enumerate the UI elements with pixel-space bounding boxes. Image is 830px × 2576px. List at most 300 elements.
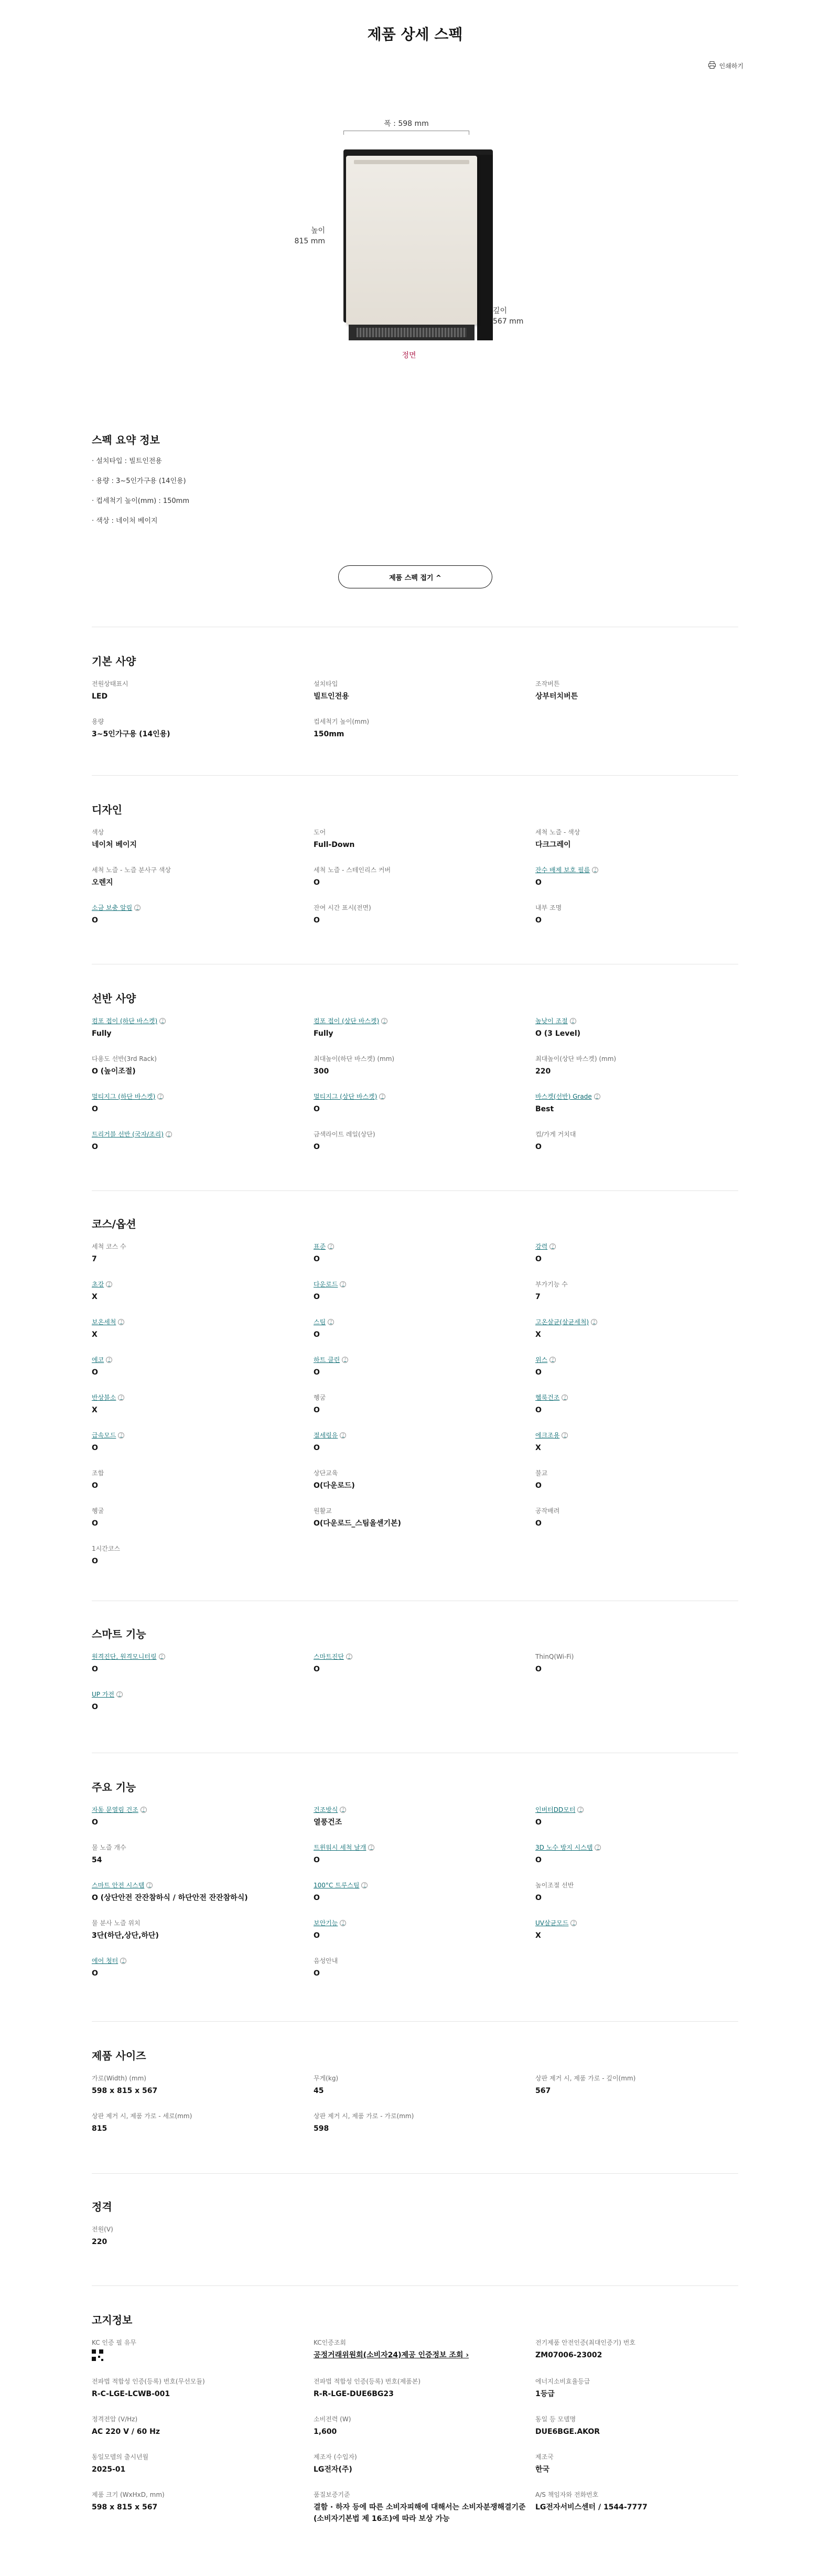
spec-item xyxy=(535,1016,738,1040)
spec-label-text: 세척 노즐 - 스테인리스 커버 xyxy=(314,866,391,874)
summary-item: · 컵세척기 높이(mm) : 150mm xyxy=(92,496,189,516)
spec-item xyxy=(535,1092,738,1116)
spec-value-text: 공정거래위원회(소비자24)제공 인증정보 조회 xyxy=(314,2351,463,2359)
section-title: 디자인 xyxy=(92,803,122,816)
spec-label-text: 설치타입 xyxy=(314,680,338,688)
spec-value xyxy=(535,1518,738,1529)
spec-value-text: 1등급 xyxy=(535,2390,555,2398)
spec-label-text: 원격진단, 원격모니터링 xyxy=(92,1653,157,1660)
summary-item: · 설치타입 : 빌트인전용 xyxy=(92,456,189,476)
summary-list xyxy=(92,456,189,536)
spec-value xyxy=(92,1141,314,1153)
spec-label[interactable] xyxy=(314,1242,535,1251)
spec-value xyxy=(314,915,535,926)
spec-label[interactable] xyxy=(92,903,314,913)
info-icon[interactable]: ? xyxy=(120,1958,126,1964)
spec-item xyxy=(92,865,314,889)
width-dimension: 폭 : 598 mm xyxy=(384,120,429,128)
spec-value xyxy=(314,1817,535,1828)
spec-label xyxy=(314,903,535,913)
spec-value-text: X xyxy=(92,1330,98,1339)
spec-label xyxy=(535,2452,738,2462)
spec-value xyxy=(92,1442,314,1454)
spec-label[interactable] xyxy=(314,1918,535,1928)
spec-label-text: 높낮이 조절 xyxy=(535,1017,568,1025)
spec-label[interactable] xyxy=(92,1016,314,1026)
spec-label-text: ThinQ(Wi-Fi) xyxy=(535,1653,574,1660)
spec-value-text: 한국 xyxy=(535,2465,550,2474)
spec-label[interactable] xyxy=(314,1881,535,1890)
spec-value-text: O xyxy=(92,1105,98,1113)
spec-item xyxy=(535,1242,738,1266)
spec-label[interactable] xyxy=(92,1393,314,1402)
spec-value xyxy=(314,1103,535,1115)
spec-label[interactable] xyxy=(535,865,738,875)
spec-label xyxy=(314,1054,535,1064)
spec-value xyxy=(314,1663,535,1675)
section-title: 고지정보 xyxy=(92,2314,133,2326)
spec-value-text: O xyxy=(92,1368,98,1377)
spec-label-text: 상판 제거 시, 제품 가로 - 가로(mm) xyxy=(314,2112,414,2120)
spec-item xyxy=(535,1843,738,1867)
spec-label[interactable] xyxy=(314,1805,535,1815)
spec-item xyxy=(314,1016,535,1040)
section-divider xyxy=(92,2173,738,2174)
spec-label xyxy=(314,1468,535,1478)
spec-item xyxy=(314,1881,535,1905)
spec-label-text: 에어 청터 xyxy=(92,1957,118,1965)
spec-item xyxy=(92,1317,314,1341)
spec-label-text: 하트 클린 xyxy=(314,1356,340,1364)
spec-label[interactable] xyxy=(92,1805,314,1815)
spec-label xyxy=(314,2111,535,2121)
spec-item xyxy=(535,679,738,703)
spec-label xyxy=(535,1652,738,1661)
info-icon[interactable]: ? xyxy=(340,1920,346,1926)
spec-label-text: 멀티지그 (상단 바스켓) xyxy=(314,1093,378,1100)
spec-value-text: 300 xyxy=(314,1067,329,1076)
info-icon[interactable]: ? xyxy=(116,1691,123,1698)
spec-label xyxy=(535,1280,738,1289)
spec-item xyxy=(314,1355,535,1379)
spec-value xyxy=(314,1854,535,1866)
spec-value xyxy=(92,1701,314,1713)
spec-value-text: 오렌지 xyxy=(92,878,113,887)
spec-value-text: O (상단안전 잔잔참하식 / 하단안전 잔잔참하식) xyxy=(92,1894,248,1902)
spec-label-text: 전파법 적합성 인증(등록) 번호(제품본) xyxy=(314,2378,421,2385)
spec-value xyxy=(92,1329,314,1340)
spec-item xyxy=(535,903,738,927)
spec-item xyxy=(314,2452,535,2476)
info-icon[interactable]: ? xyxy=(594,1093,600,1100)
spec-item xyxy=(535,1918,738,1942)
width-dimension-line xyxy=(343,131,469,135)
spec-value xyxy=(535,877,738,888)
info-icon[interactable]: ? xyxy=(166,1131,172,1137)
info-icon[interactable]: ? xyxy=(118,1319,124,1325)
spec-item xyxy=(314,1506,535,1530)
spec-value xyxy=(92,728,314,740)
spec-value xyxy=(535,1329,738,1340)
spec-item xyxy=(314,2414,535,2439)
info-icon[interactable]: ? xyxy=(340,1432,346,1439)
spec-label-text: 물 노즐 개수 xyxy=(92,1844,126,1851)
spec-value xyxy=(314,839,535,851)
spec-label-text: 인버터DD모터 xyxy=(535,1806,576,1813)
spec-item xyxy=(92,1506,314,1530)
height-dimension xyxy=(283,226,325,246)
spec-label[interactable] xyxy=(92,1690,314,1699)
spec-value xyxy=(535,1480,738,1491)
info-icon[interactable]: ? xyxy=(328,1243,334,1250)
spec-label[interactable] xyxy=(92,1280,314,1289)
section-title: 선반 사양 xyxy=(92,992,136,1005)
info-icon[interactable]: ? xyxy=(328,1319,334,1325)
spec-value-text: 다크그레이 xyxy=(535,841,571,849)
spec-item xyxy=(314,2074,535,2098)
info-icon[interactable]: ? xyxy=(106,1281,112,1287)
spec-value-text: 7 xyxy=(92,1255,97,1263)
spec-label-text: 물 분사 노즐 위치 xyxy=(92,1919,141,1927)
spec-value-text: 7 xyxy=(535,1293,541,1301)
spec-label xyxy=(92,2377,314,2386)
spec-label[interactable] xyxy=(314,1355,535,1365)
spec-value xyxy=(314,2464,535,2475)
spec-label[interactable] xyxy=(535,1317,738,1327)
info-icon[interactable]: ? xyxy=(157,1093,164,1100)
spec-label-text: 다용도 선반(3rd Rack) xyxy=(92,1055,157,1062)
spec-item xyxy=(314,865,535,889)
spec-value-text: DUE6BGE.AKOR xyxy=(535,2428,600,2436)
spec-item xyxy=(92,1431,314,1455)
spec-value xyxy=(314,1442,535,1454)
spec-item xyxy=(535,1280,738,1304)
spec-value-text: O xyxy=(92,1143,98,1151)
spec-value-text: 598 x 815 x 567 xyxy=(92,2087,158,2095)
spec-value xyxy=(92,2085,314,2097)
section-title: 기본 사양 xyxy=(92,655,136,668)
spec-label xyxy=(314,2338,535,2347)
spec-item xyxy=(314,903,535,927)
info-icon[interactable]: ? xyxy=(346,1654,352,1660)
spec-label-text: 스마트 안전 시스템 xyxy=(92,1882,145,1889)
spec-label-text: 100°C 트루스팀 xyxy=(314,1882,360,1889)
spec-value-text: X xyxy=(535,1931,541,1940)
info-icon[interactable]: ? xyxy=(106,1357,112,1363)
spec-value-text: O xyxy=(314,878,320,887)
spec-item xyxy=(535,1393,738,1417)
spec-value xyxy=(314,2502,535,2525)
spec-item xyxy=(535,1506,738,1530)
spec-item xyxy=(314,2111,535,2135)
spec-value xyxy=(92,1404,314,1416)
spec-label xyxy=(535,828,738,837)
spec-value xyxy=(92,1103,314,1115)
spec-item xyxy=(535,1130,738,1154)
info-icon[interactable]: ? xyxy=(134,905,141,911)
spec-grid xyxy=(92,1805,738,1980)
spec-label xyxy=(92,1918,314,1928)
spec-label-text: 색상 xyxy=(92,829,104,836)
kc-mark-icon xyxy=(92,2349,103,2361)
info-icon[interactable]: ? xyxy=(118,1432,124,1439)
spec-label[interactable] xyxy=(535,1805,738,1815)
spec-label[interactable] xyxy=(92,1355,314,1365)
spec-label[interactable] xyxy=(314,1843,535,1852)
spec-label-text: 전파법 적합성 인증(등록) 번호(무선모듈) xyxy=(92,2378,205,2385)
spec-value xyxy=(535,1103,738,1115)
spec-label xyxy=(92,1843,314,1852)
spec-grid xyxy=(92,828,738,927)
spec-label[interactable] xyxy=(314,1016,535,1026)
spec-label-text: 트리거블 선반 (국자/조리) xyxy=(92,1131,164,1138)
spec-item xyxy=(92,1843,314,1867)
spec-value-text: R-C-LGE-LCWB-001 xyxy=(92,2390,170,2398)
spec-label-text: 제조자 (수입자) xyxy=(314,2453,357,2461)
spec-label[interactable] xyxy=(535,1092,738,1101)
spec-value xyxy=(92,1480,314,1491)
spec-label xyxy=(314,865,535,875)
spec-value-text: O xyxy=(535,1818,542,1827)
spec-value xyxy=(535,2426,738,2438)
spec-item xyxy=(92,1016,314,1040)
info-icon[interactable]: ? xyxy=(592,867,598,873)
info-icon[interactable]: ? xyxy=(570,1018,576,1024)
spec-value xyxy=(535,2349,738,2361)
spec-label-text: 상판 제거 시, 제품 가로 - 깊이(mm) xyxy=(535,2075,636,2082)
spec-value-text: O xyxy=(535,1406,542,1414)
spec-item xyxy=(92,717,314,741)
chevron-right-icon: › xyxy=(463,2351,469,2359)
spec-label xyxy=(314,1956,535,1966)
spec-item xyxy=(92,2074,314,2098)
spec-item xyxy=(92,2225,314,2249)
spec-label xyxy=(535,2490,738,2499)
spec-label xyxy=(92,2225,314,2234)
spec-label-text: 내부 조명 xyxy=(535,904,562,911)
dishwasher-side xyxy=(477,155,493,340)
print-button[interactable] xyxy=(708,61,743,71)
spec-label[interactable] xyxy=(314,1431,535,1440)
spec-label[interactable] xyxy=(92,1956,314,1966)
spec-value xyxy=(314,877,535,888)
spec-label-text: 급속모드 xyxy=(92,1432,116,1439)
spec-label xyxy=(92,865,314,875)
spec-label-text: 컴포 접이 (상단 바스켓) xyxy=(314,1017,380,1025)
spec-label-text: 컴포 접이 (하단 바스켓) xyxy=(92,1017,158,1025)
spec-value xyxy=(535,2388,738,2400)
spec-value-text: O xyxy=(314,1856,320,1864)
info-icon[interactable]: ? xyxy=(562,1394,568,1401)
spec-value-text: 598 xyxy=(314,2124,329,2133)
spec-item xyxy=(535,1652,738,1676)
info-icon[interactable]: ? xyxy=(381,1018,387,1024)
spec-label[interactable] xyxy=(92,1317,314,1327)
spec-value-text: AC 220 V / 60 Hz xyxy=(92,2428,160,2436)
spec-label xyxy=(314,2074,535,2083)
spec-value xyxy=(92,1892,314,1904)
spec-value-text: O xyxy=(92,1665,98,1673)
spec-label xyxy=(92,2414,314,2424)
spec-label xyxy=(92,2490,314,2499)
spec-value-text: O xyxy=(314,1406,320,1414)
spec-value-text: O xyxy=(314,916,320,925)
spec-label[interactable] xyxy=(535,1431,738,1440)
section-divider xyxy=(92,1190,738,1191)
spec-grid xyxy=(92,1242,738,1568)
info-icon[interactable]: ? xyxy=(342,1357,348,1363)
spec-value-text: O xyxy=(92,1482,98,1490)
spec-label-text: 세척 노즐 - 노즐 분사구 색상 xyxy=(92,866,171,874)
spec-label xyxy=(314,2377,535,2386)
spec-label xyxy=(92,2111,314,2121)
info-icon[interactable]: ? xyxy=(379,1093,385,1100)
spec-value xyxy=(535,691,738,702)
spec-label-text: 소비전력 (W) xyxy=(314,2416,351,2423)
spec-label-text: 최대높이(상단 바스켓) (mm) xyxy=(535,1055,617,1062)
product-image xyxy=(288,118,551,370)
spec-value xyxy=(92,2388,314,2400)
info-icon[interactable]: ? xyxy=(340,1807,346,1813)
spec-value-text: O xyxy=(314,1330,320,1339)
info-icon[interactable]: ? xyxy=(159,1018,166,1024)
spec-value-text: X xyxy=(92,1406,98,1414)
spec-value[interactable] xyxy=(314,2349,535,2361)
spec-value-text: ZM07006-23002 xyxy=(535,2351,602,2359)
spec-value xyxy=(92,2123,314,2134)
spec-item xyxy=(314,1130,535,1154)
spec-value-text: O (높이조절) xyxy=(92,1067,136,1076)
spec-label-text: 상판 제거 시, 제품 가로 - 세로(mm) xyxy=(92,2112,192,2120)
spec-label-text: 보온세척 xyxy=(92,1318,116,1326)
summary-item: · 용량 : 3~5인가구용 (14인용) xyxy=(92,476,189,496)
spec-value-text: O xyxy=(535,1894,542,1902)
spec-label[interactable] xyxy=(535,1016,738,1026)
info-icon[interactable]: ? xyxy=(340,1281,346,1287)
depth-value: 567 mm xyxy=(493,317,524,326)
spec-value xyxy=(535,839,738,851)
spec-item xyxy=(92,1918,314,1942)
info-icon[interactable]: ? xyxy=(141,1807,147,1813)
spec-label[interactable] xyxy=(535,1242,738,1251)
spec-value-text: O xyxy=(314,1894,320,1902)
spec-item xyxy=(92,1280,314,1304)
spec-label[interactable] xyxy=(92,1130,314,1139)
spec-label-text: KC인증조회 xyxy=(314,2339,346,2346)
section-title: 코스/옵션 xyxy=(92,1218,136,1230)
spec-label-text: 가로(Width) (mm) xyxy=(92,2075,146,2082)
info-icon[interactable]: ? xyxy=(368,1844,374,1851)
info-icon[interactable]: ? xyxy=(361,1882,368,1888)
spec-value-text: LED xyxy=(92,692,108,701)
spec-label-text: 위스 xyxy=(535,1356,548,1364)
section-title: 제품 사이즈 xyxy=(92,2049,146,2062)
spec-label xyxy=(535,1054,738,1064)
spec-value-text: O xyxy=(314,1105,320,1113)
info-icon[interactable]: ? xyxy=(118,1394,124,1401)
spec-value-text: 567 xyxy=(535,2087,551,2095)
spec-value-text: 220 xyxy=(535,1067,551,1076)
spec-label-text: 높이조절 선반 xyxy=(535,1882,574,1889)
spec-label[interactable] xyxy=(535,1918,738,1928)
spec-label[interactable] xyxy=(314,1652,535,1661)
spec-label[interactable] xyxy=(92,1881,314,1890)
spec-item xyxy=(92,679,314,703)
spec-label xyxy=(535,903,738,913)
spec-label-text: 최대높이(하단 바스켓) (mm) xyxy=(314,1055,395,1062)
spec-label[interactable] xyxy=(535,1393,738,1402)
spec-label[interactable] xyxy=(92,1092,314,1101)
spec-item xyxy=(314,717,535,741)
info-icon[interactable]: ? xyxy=(549,1243,556,1250)
spec-label xyxy=(314,717,535,726)
info-icon[interactable]: ? xyxy=(562,1432,568,1439)
spec-value xyxy=(314,1480,535,1491)
spec-label-text: 고온살균(살균세척) xyxy=(535,1318,589,1326)
info-icon[interactable]: ? xyxy=(549,1357,556,1363)
print-label: 인쇄하기 xyxy=(719,62,743,70)
spec-label xyxy=(92,717,314,726)
spec-label-text: 스마트진단 xyxy=(314,1653,344,1660)
spec-label[interactable] xyxy=(314,1317,535,1327)
spec-item xyxy=(314,1431,535,1455)
spec-value-text: O xyxy=(535,1143,542,1151)
spec-label xyxy=(92,1054,314,1064)
spec-value xyxy=(92,2464,314,2475)
spec-label-text: 헹굴 xyxy=(92,1507,104,1515)
spec-value xyxy=(92,1518,314,1529)
spec-label xyxy=(92,2338,314,2347)
spec-value-text: O xyxy=(92,1519,98,1528)
spec-label-text: 헬룩건조 xyxy=(535,1394,560,1401)
spec-value xyxy=(314,1930,535,1941)
info-icon[interactable]: ? xyxy=(570,1920,577,1926)
spec-value xyxy=(314,2085,535,2097)
spec-value xyxy=(92,1930,314,1941)
spec-item xyxy=(535,1431,738,1455)
spec-label[interactable] xyxy=(92,1431,314,1440)
spec-label xyxy=(535,1468,738,1478)
spec-value-text: O(다운로드) xyxy=(314,1482,355,1490)
view-label: 정면 xyxy=(402,351,416,360)
spec-label[interactable] xyxy=(535,1843,738,1852)
info-icon[interactable]: ? xyxy=(159,1654,165,1660)
spec-value xyxy=(535,1367,738,1378)
spec-value-text: O xyxy=(535,1368,542,1377)
spec-item xyxy=(314,1652,535,1676)
info-icon[interactable]: ? xyxy=(146,1882,153,1888)
spec-value-text: O xyxy=(314,1255,320,1263)
spec-value-text: R-R-LGE-DUE6BG23 xyxy=(314,2390,394,2398)
spec-label-text: 건조방식 xyxy=(314,1806,338,1813)
spec-value xyxy=(314,1892,535,1904)
spec-label[interactable] xyxy=(314,1280,535,1289)
spec-label-text: 에코 xyxy=(92,1356,104,1364)
spec-label[interactable] xyxy=(92,1652,314,1661)
spec-item xyxy=(314,1092,535,1116)
spec-value-text: 네이처 베이지 xyxy=(92,841,137,849)
info-icon[interactable]: ? xyxy=(577,1807,584,1813)
info-icon[interactable]: ? xyxy=(591,1319,597,1325)
spec-value xyxy=(535,1404,738,1416)
spec-value xyxy=(535,1854,738,1866)
spec-label[interactable] xyxy=(535,1355,738,1365)
spec-item xyxy=(92,1544,314,1568)
spec-label[interactable] xyxy=(314,1092,535,1101)
collapse-spec-button[interactable]: 제품 스펙 접기 ^ xyxy=(338,565,492,588)
info-icon[interactable]: ? xyxy=(595,1844,601,1851)
spec-label-text: 에크조용 xyxy=(535,1432,560,1439)
